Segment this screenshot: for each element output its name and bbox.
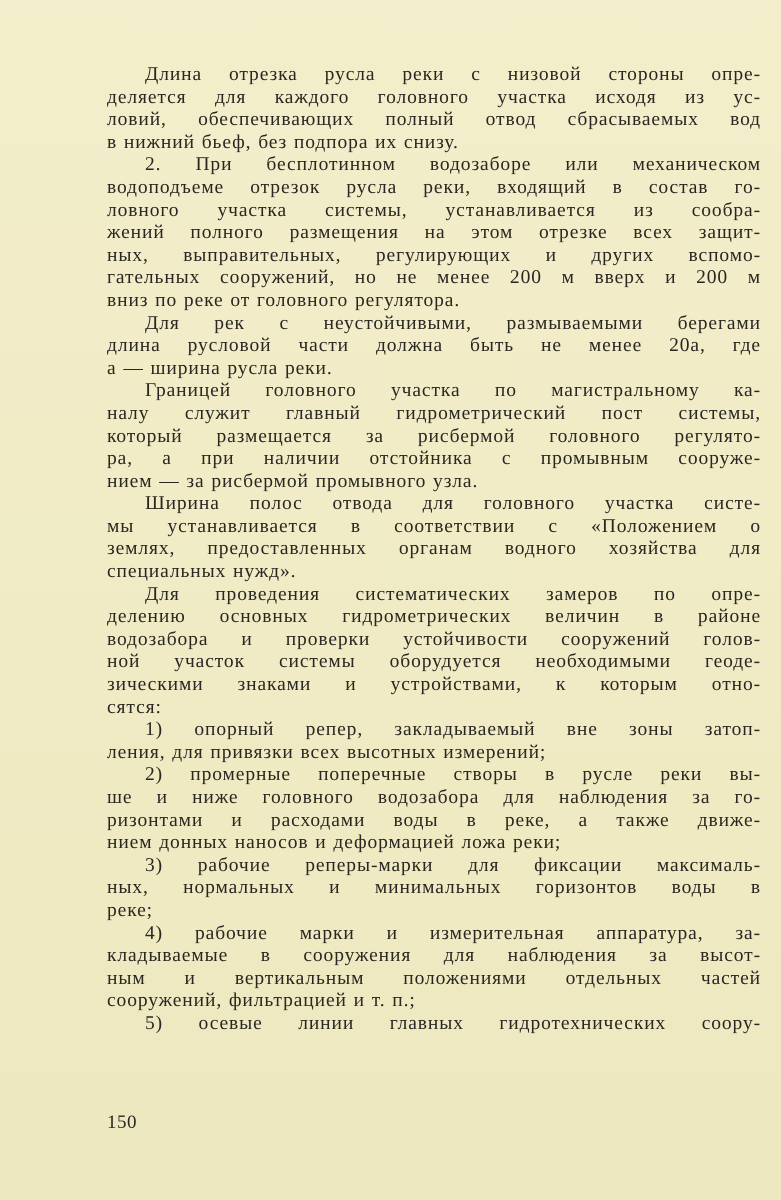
text-line: водозабора и проверки устойчивости сооружений голов-: [107, 628, 761, 650]
text-line: ных, выправительных, регулирующих и других вспомо-: [107, 244, 761, 266]
text-line: сятся:: [107, 696, 162, 718]
text-line: ше и ниже головного водозабора для наблюдения за го-: [107, 787, 761, 808]
text-line: ных, нормальных и минимальных горизонтов воды в: [107, 877, 761, 899]
text-line: деляется для каждого головного участка исходя из ус-: [107, 86, 761, 108]
text-line: кладываемые в сооружения для наблюдения за высот-: [107, 945, 761, 967]
text-line: водоподъеме отрезок русла реки, входящий в состав го-: [107, 176, 761, 198]
text-line: Для проведения систематических замеров по опре-: [145, 583, 761, 605]
text-line: нием — за рисбермой промывного узла.: [107, 470, 479, 492]
text-line: ной участок системы оборудуется необходимыми геоде-: [107, 651, 761, 673]
text-line: Для рек с неустойчивыми, размываемыми берегами: [145, 312, 761, 334]
text-line: зическими знаками и устройствами, к которым отно-: [107, 674, 761, 696]
text-line: налу служит главный гидрометрический пост системы,: [107, 402, 761, 424]
text-line: делению основных гидрометрических величин в районе: [107, 606, 761, 628]
text-line: ловного участка системы, устанавливается из сообра-: [107, 199, 761, 221]
text-line: Ширина полос отвода для головного участка систе-: [145, 493, 761, 515]
text-line: вниз по реке от головного регулятора.: [107, 289, 461, 311]
text-line: специальных нужд».: [107, 561, 297, 583]
body-text: [107, 64, 761, 1036]
text-line: нием донных наносов и деформацией ложа реки;: [107, 832, 562, 854]
text-line: который размещается за рисбермой головного регулято-: [107, 425, 761, 447]
page-number: 150: [107, 1112, 137, 1133]
text-line: 4) рабочие марки и измерительная аппаратура, за-: [145, 922, 761, 944]
text-line: землях, предоставленных органам водного хозяйства для: [107, 538, 761, 560]
text-line: длина русловой части должна быть не менее 20а, где: [107, 335, 761, 357]
text-line: 5) осевые линии главных гидротехнических соору-: [145, 1012, 761, 1034]
text-line: гательных сооружений, но не менее 200 м вверх и 200 м: [107, 267, 761, 289]
text-line: жений полного размещения на этом отрезке всех защит-: [107, 222, 761, 244]
text-line: 3) рабочие реперы-марки для фиксации максималь-: [145, 854, 761, 876]
text-line: Длина отрезка русла реки с низовой стороны опре-: [145, 64, 761, 85]
text-line: 2. При бесплотинном водозаборе или механическом: [145, 154, 761, 176]
text-line: а — ширина русла реки.: [107, 357, 333, 379]
text-line: сооружений, фильтрацией и т. п.;: [107, 990, 416, 1012]
text-line: в нижний бьеф, без подпора их снизу.: [107, 131, 459, 153]
text-line: мы устанавливается в соответствии с «Положением о: [107, 515, 761, 537]
text-line: реке;: [107, 899, 153, 921]
text-line: ления, для привязки всех высотных измерений;: [107, 741, 547, 763]
text-line: ра, а при наличии отстойника с промывным сооруже-: [107, 448, 761, 470]
text-line: ризонтами и расходами воды в реке, а также движе-: [107, 809, 761, 831]
text-line: ловий, обеспечивающих полный отвод сбрасываемых вод: [107, 109, 761, 131]
text-line: 1) опорный репер, закладываемый вне зоны затоп-: [145, 719, 761, 741]
text-line: 2) промерные поперечные створы в русле реки вы-: [145, 764, 761, 786]
text-line: Границей головного участка по магистральному ка-: [145, 380, 761, 402]
text-line: ным и вертикальным положениями отдельных частей: [107, 967, 761, 989]
